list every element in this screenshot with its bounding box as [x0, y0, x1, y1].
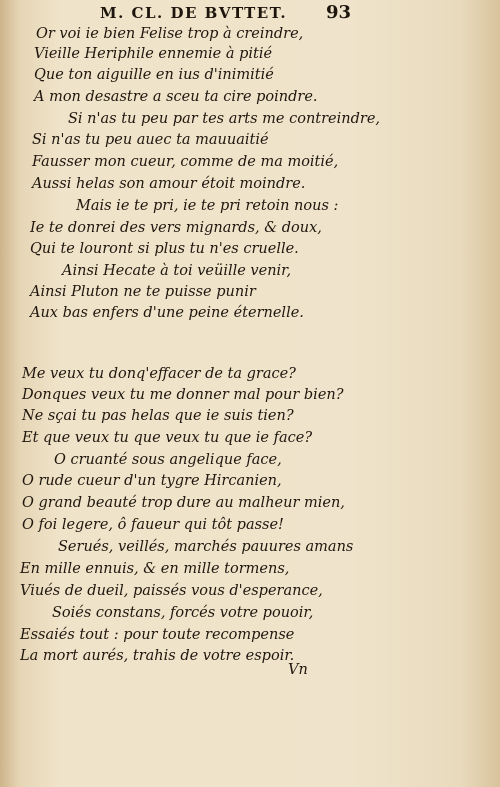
- verse-line: Soiés constans, forcés votre pouoir,: [52, 605, 314, 621]
- verse-line: Donques veux tu me donner mal pour bien?: [22, 387, 344, 403]
- verse-line: O grand beauté trop dure au malheur mien,: [22, 495, 345, 511]
- page-number: 93: [326, 2, 352, 23]
- verse-line: La mort aurés, trahis de votre espoir.: [20, 648, 295, 664]
- verse-line: Ne sçai tu pas helas que ie suis tien?: [22, 408, 294, 424]
- verse-line: Que ton aiguille en ius d'inimitié: [34, 67, 274, 83]
- verse-line: Viués de dueil, paissés vous d'esperance,: [20, 583, 323, 599]
- verse-line: O foi legere, ô faueur qui tôt passe!: [22, 517, 284, 533]
- verse-line: Aussi helas son amour étoit moindre.: [32, 176, 306, 192]
- verse-line: Ie te donrei des vers mignards, & doux,: [30, 220, 322, 236]
- verse-line: O cruanté sous angelique face,: [54, 452, 282, 468]
- verse-line: Ainsi Pluton ne te puisse punir: [30, 284, 256, 300]
- verse-line: Or voi ie bien Felise trop à creindre,: [36, 26, 304, 42]
- verse-line: Si n'as tu peu auec ta mauuaitié: [32, 132, 269, 148]
- verse-line: O rude cueur d'un tygre Hircanien,: [22, 473, 282, 489]
- catchword: Vn: [288, 662, 308, 678]
- verse-line: Qui te louront si plus tu n'es cruelle.: [30, 241, 299, 257]
- verse-line: Ainsi Hecate à toi veüille venir,: [62, 263, 292, 279]
- verse-line: Et que veux tu que veux tu que ie face?: [22, 430, 313, 446]
- verse-line: Fausser mon cueur, comme de ma moitié,: [32, 154, 339, 170]
- verse-line: Serués, veillés, marchés pauures amans: [58, 539, 354, 555]
- verse-line: Essaiés tout : pour toute recompense: [20, 627, 295, 643]
- verse-line: En mille ennuis, & en mille tormens,: [20, 561, 290, 577]
- verse-line: Vieille Heriphile ennemie à pitié: [34, 46, 273, 62]
- running-head: M. CL. DE BVTTET.: [100, 4, 288, 22]
- verse-line: Si n'as tu peu par tes arts me contreindre,: [68, 111, 381, 127]
- verse-line: A mon desastre a sceu ta cire poindre.: [34, 89, 318, 105]
- verse-line: Me veux tu donq'effacer de ta grace?: [22, 366, 296, 382]
- verse-line: Mais ie te pri, ie te pri retoin nous :: [76, 198, 339, 214]
- verse-line: Aux bas enfers d'une peine éternelle.: [30, 305, 304, 321]
